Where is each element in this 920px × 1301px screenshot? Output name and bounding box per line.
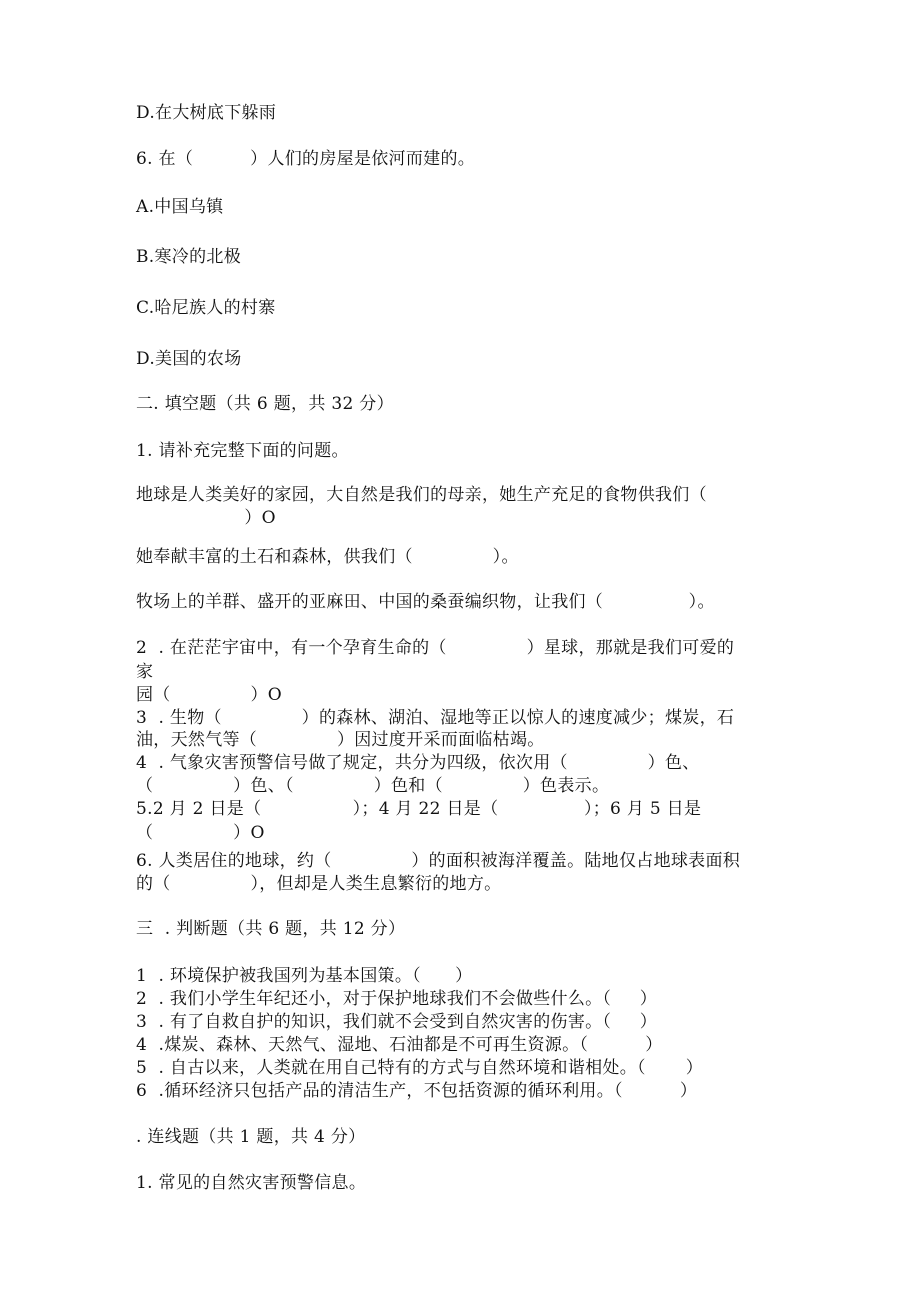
q6-option-a: A.中国乌镇 (136, 197, 224, 217)
s2-q3-line2: 油，天然气等（ ）因过度开采而面临枯竭。 (136, 730, 545, 750)
s2-q3-line1: 3 . 生物（ ）的森林、湖泊、湿地等正以惊人的速度减少；煤炭，石 (136, 708, 735, 728)
s2-q1-line1b: ）O (136, 508, 276, 528)
s2-q1-line1a: 地球是人类美好的家园，大自然是我们的母亲，她生产充足的食物供我们（ (136, 485, 707, 505)
s4-q1: 1. 常见的自然灾害预警信息。 (136, 1173, 367, 1193)
s2-q1-line2: 她奉献丰富的土石和森林，供我们（ ）。 (136, 547, 519, 567)
q5-option-d: D.在大树底下躲雨 (136, 103, 277, 123)
s2-q2-line2: 家 (136, 662, 154, 682)
s2-q6-line1: 6. 人类居住的地球，约（ ）的面积被海洋覆盖。陆地仅占地球表面积 (136, 851, 741, 871)
s2-q1-intro: 1. 请补充完整下面的问题。 (136, 441, 349, 461)
q6-option-c: C.哈尼族人的村寨 (136, 298, 276, 318)
s2-q5-line2: （ ）O (136, 823, 265, 843)
section4-title: . 连线题（共 1 题，共 4 分） (136, 1127, 366, 1147)
s2-q4-line2: （ ）色、（ ）色和（ ）色表示。 (136, 776, 610, 796)
section3-title: 三 . 判断题（共 6 题，共 12 分） (136, 919, 406, 939)
q6-stem: 6. 在（ ）人们的房屋是依河而建的。 (136, 149, 476, 169)
s2-q5-line1: 5.2 月 2 日是（ ）；4 月 22 日是（ ）；6 月 5 日是 (136, 799, 702, 819)
s3-item-2: 2 . 我们小学生年纪还小，对于保护地球我们不会做些什么。（ ） (136, 989, 658, 1009)
s3-item-6: 6 .循环经济只包括产品的清洁生产，不包括资源的循环利用。（ ） (136, 1081, 698, 1101)
section2-title: 二. 填空题（共 6 题，共 32 分） (136, 394, 394, 414)
s2-q2-line3: 园（ ）O (136, 685, 282, 705)
s2-q2-line1: 2 . 在茫茫宇宙中，有一个孕育生命的（ ）星球，那就是我们可爱的 (136, 638, 735, 658)
s3-item-5: 5 . 自古以来，人类就在用自己特有的方式与自然环境和谐相处。（ ） (136, 1058, 704, 1078)
q6-option-d: D.美国的农场 (136, 349, 242, 369)
s2-q1-line3: 牧场上的羊群、盛开的亚麻田、中国的桑蚕编织物，让我们（ ）。 (136, 592, 715, 612)
s2-q6-line2: 的（ ），但却是人类生息繁衍的地方。 (136, 874, 502, 894)
s2-q4-line1: 4 . 气象灾害预警信号做了规定，共分为四级，依次用（ ）色、 (136, 753, 700, 773)
s3-item-3: 3 . 有了自救自护的知识，我们就不会受到自然灾害的伤害。（ ） (136, 1012, 658, 1032)
s3-item-1: 1 . 环境保护被我国列为基本国策。（ ） (136, 966, 473, 986)
s3-item-4: 4 .煤炭、森林、天然气、湿地、石油都是不可再生资源。（ ） (136, 1035, 663, 1055)
q6-option-b: B.寒冷的北极 (136, 247, 241, 267)
